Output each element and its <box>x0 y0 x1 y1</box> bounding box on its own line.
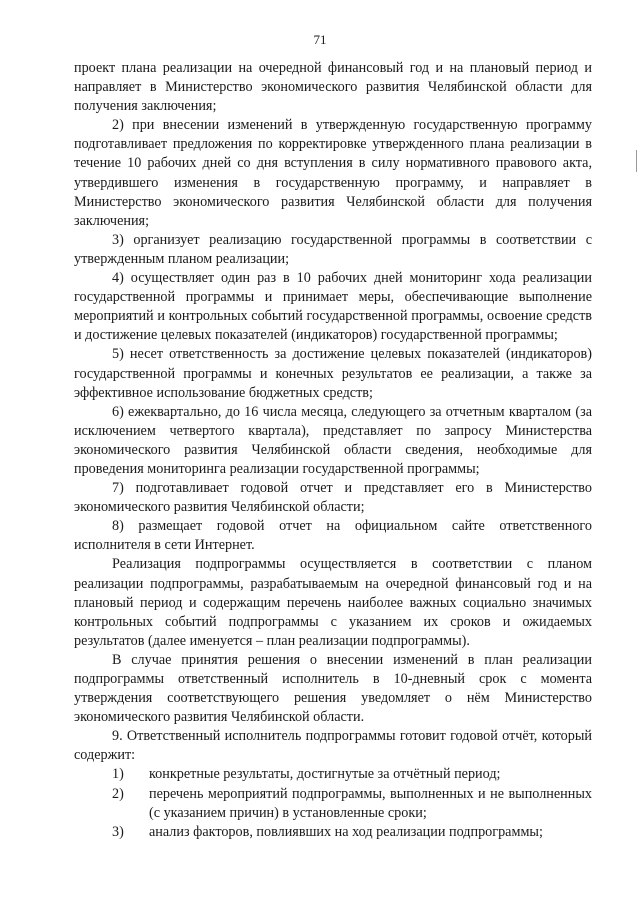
list-item-text: перечень мероприятий подпрограммы, выполненных и не выполненных (с указанием причин) в установленные сроки; <box>149 785 592 821</box>
document-body <box>74 59 592 842</box>
paragraph: 3) организует реализацию государственной программы в соответствии с утвержденным планом реализации; <box>74 231 592 267</box>
margin-mark <box>636 150 637 172</box>
list-item-number: 1) <box>112 766 124 783</box>
paragraph: В случае принятия решения о внесении изменений в план реализации подпрограммы ответственный исполнитель в 10-дневный срок с момента утверждения соответствующего решения уведомляет о нём Министерство экономического развития Челябинской области. <box>74 651 592 726</box>
page-number: 71 <box>313 32 327 47</box>
list-item-number: 3) <box>112 823 124 840</box>
paragraph: 9. Ответственный исполнитель подпрограммы готовит годовой отчёт, который содержит: <box>74 728 592 764</box>
paragraph: 8) размещает годовой отчет на официальном сайте ответственного исполнителя в сети Интернет. <box>74 518 592 554</box>
paragraph: 4) осуществляет один раз в 10 рабочих дней мониторинг хода реализации государственной программы и принимает меры, обеспечивающие выполнение мероприятий и контрольных событий государственной программы, освоение средств и достижение целевых показателей (индикаторов) государственной программы; <box>74 270 592 344</box>
paragraph: 2) при внесении изменений в утвержденную государственную программу подготавливает предложения по корректировке утвержденного плана реализации в течение 10 рабочих дней со дня вступления в силу нормативного правового акта, утвердившего изменения в государственную программу, и направляет в Министерство экономического развития Челябинской области для получения заключения; <box>74 117 592 229</box>
list-item <box>74 785 592 823</box>
list-item-number: 2) <box>112 785 124 802</box>
paragraph: 5) несет ответственность за достижение целевых показателей (индикаторов) государственной программы и конечных результатов ее реализации, а также за эффективное использование бюджетных средств; <box>74 346 592 401</box>
paragraph: 7) подготавливает годовой отчет и представляет его в Министерство экономического развития Челябинской области; <box>74 480 592 516</box>
paragraph: проект плана реализации на очередной финансовый год и на плановый период и направляет в Министерство экономического развития Челябинской области для получения заключения; <box>74 60 592 115</box>
list-item-text: конкретные результаты, достигнутые за отчётный период; <box>149 766 501 783</box>
list-item <box>74 765 592 784</box>
paragraph: Реализация подпрограммы осуществляется в соответствии с планом реализации подпрограммы, разрабатываемым на очередной финансовый год и на плановый период и содержащим перечень наиболее важных социально значимых контрольных событий подпрограммы с указанием их сроков и ожидаемых результатов (далее именуется – план реализации подпрограммы). <box>74 556 592 649</box>
list-item-text: анализ факторов, повлиявших на ход реализации подпрограммы; <box>149 823 543 840</box>
paragraph: 6) ежеквартально, до 16 числа месяца, следующего за отчетным кварталом (за исключением четвертого квартала), представляет по запросу Министерства экономического развития Челябинской области сведения, необходимые для проведения мониторинга реализации государственной программы; <box>74 403 592 477</box>
list-item <box>74 823 592 842</box>
